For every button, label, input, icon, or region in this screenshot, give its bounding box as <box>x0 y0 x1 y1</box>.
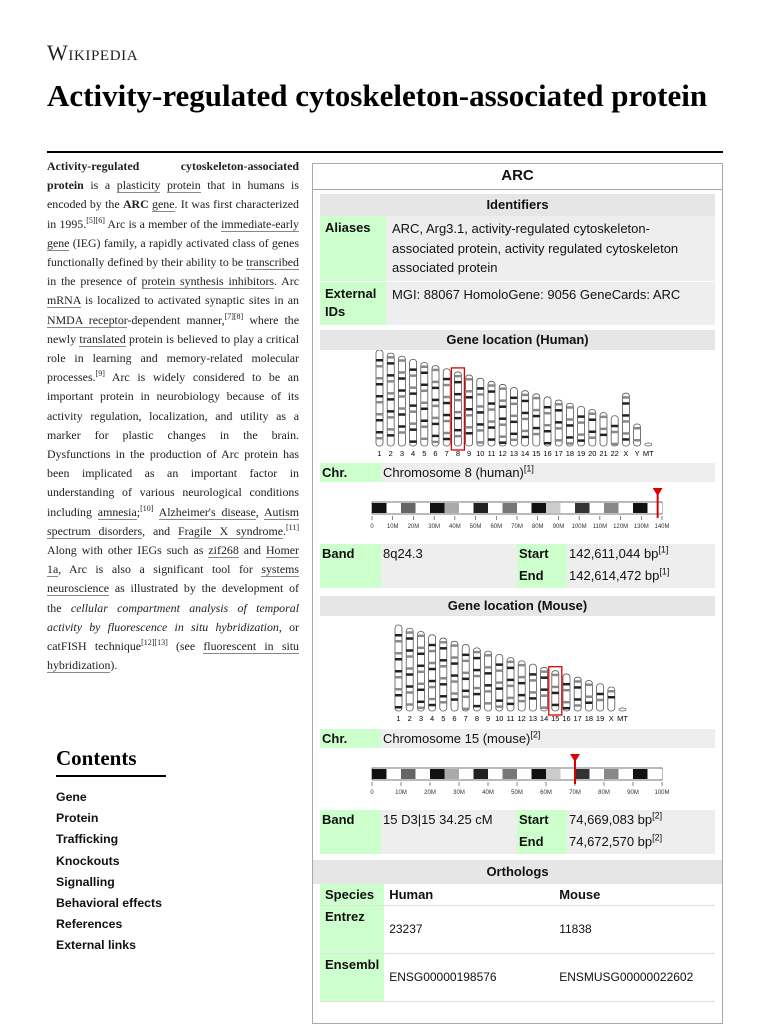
axis-label: 10M <box>386 523 399 530</box>
article-link[interactable]: fluorescent in situ hybridization <box>47 639 299 673</box>
axis-label: 30M <box>453 789 465 796</box>
toc-item[interactable]: Protein <box>56 811 99 826</box>
chromosome[interactable] <box>549 666 562 714</box>
chromosome-ideogram <box>372 768 662 780</box>
wikipedia-logo[interactable]: Wikipedia <box>47 40 139 65</box>
axis-label: 90M <box>627 789 639 796</box>
mouse-karyotype[interactable] <box>320 616 715 726</box>
axis-label: 110M <box>592 523 608 530</box>
chromosome-label: 12 <box>517 713 526 723</box>
article-text: Arc is a member of the <box>104 216 222 231</box>
axis-label: 20M <box>424 789 436 796</box>
chromosome[interactable] <box>544 396 551 445</box>
article-link[interactable]: translated <box>79 331 126 346</box>
human-end-label: End <box>517 566 567 588</box>
species-label: Species <box>320 884 384 906</box>
chromosome-label: 15 <box>532 448 541 458</box>
chromosome[interactable] <box>619 708 626 711</box>
article-link[interactable]: Fragile X syndrome <box>178 523 283 538</box>
reference-link[interactable]: [2] <box>652 832 663 843</box>
reference-link[interactable]: [2] <box>530 729 541 740</box>
species-mouse: Mouse <box>554 884 715 906</box>
chromosome[interactable] <box>462 644 469 710</box>
chromosome[interactable] <box>421 362 428 445</box>
article-link[interactable]: systems neuroscience <box>47 562 299 596</box>
chromosome[interactable] <box>443 368 450 445</box>
mouse-location-header: Gene location (Mouse) <box>320 596 715 616</box>
chromosome[interactable] <box>395 625 402 711</box>
external-ids-value[interactable]: MGI: 88067 HomoloGene: 9056 GeneCards: ARC <box>386 282 715 325</box>
chromosome[interactable] <box>634 424 641 446</box>
axis-label: 60M <box>490 523 503 530</box>
article-link[interactable]: zif268 <box>208 543 239 558</box>
article-link[interactable]: amnesia <box>97 504 137 519</box>
chromosome-label: 5 <box>441 713 446 723</box>
reference-link[interactable]: [12][13] <box>141 638 168 648</box>
reference-link[interactable]: [1] <box>523 463 534 474</box>
human-karyotype[interactable] <box>320 350 715 460</box>
chromosome[interactable] <box>398 356 405 446</box>
chromosome-label: 22 <box>610 448 619 458</box>
article-text: is localized to activated synaptic sites in an <box>80 293 299 308</box>
article-text: , <box>255 504 264 519</box>
chromosome-label: 2 <box>407 713 412 723</box>
mouse-band-value: 15 D3|15 34.25 cM <box>381 810 517 854</box>
chromosome[interactable] <box>578 406 585 446</box>
article-text: Along with other IEGs such as <box>47 543 209 558</box>
chromosome[interactable] <box>507 657 514 710</box>
chromosome-label: 17 <box>554 448 563 458</box>
orthologs-species-row <box>320 884 715 906</box>
aliases-value: ARC, Arg3.1, activity-regulated cytoskeleton-associated protein, activity regulated cytoskeleton associated protein <box>386 216 715 281</box>
article-text <box>160 178 167 192</box>
toc-item[interactable]: External links <box>56 938 136 953</box>
article-link[interactable]: transcribed <box>246 255 299 270</box>
axis-label: 120M <box>613 523 629 530</box>
chromosome-label: X <box>623 448 629 458</box>
article-text: , and <box>142 523 179 538</box>
article-text: (see <box>167 639 204 654</box>
chromosome[interactable] <box>518 660 525 710</box>
chromosome[interactable] <box>510 387 517 445</box>
article-text: and <box>238 543 266 558</box>
article-link[interactable]: Homer 1a <box>47 543 299 577</box>
reference-link[interactable]: [2] <box>652 810 663 821</box>
chromosome[interactable] <box>574 677 581 711</box>
chromosome-label: 8 <box>455 448 460 458</box>
article-text: ). <box>110 658 118 673</box>
chromosome[interactable] <box>376 350 383 446</box>
entrez-human[interactable]: 23237 <box>384 905 554 953</box>
article-link[interactable]: gene <box>152 197 175 212</box>
chromosome[interactable] <box>600 412 607 445</box>
chromosome[interactable] <box>451 641 458 711</box>
article-lead-paragraph <box>47 157 299 675</box>
chromosome[interactable] <box>608 687 615 711</box>
mouse-chr-value: Chromosome 15 (mouse)[2] <box>381 729 715 748</box>
article-link[interactable]: protein <box>166 178 201 193</box>
chromosome-label: 18 <box>584 713 594 723</box>
gene-location-mouse <box>320 596 715 854</box>
article-link[interactable]: NMDA receptor <box>47 312 128 327</box>
chromosome[interactable] <box>429 634 436 710</box>
axis-label: 50M <box>511 789 523 796</box>
chromosome-label: 4 <box>411 448 416 458</box>
article-text: that in humans is encoded by the <box>47 178 299 212</box>
human-chr-label: Chr. <box>320 463 381 482</box>
axis-label: 0 <box>370 523 374 530</box>
chromosome-label: 18 <box>565 448 575 458</box>
chromosome-label: 20 <box>588 448 597 458</box>
chromosome-label: 1 <box>377 448 382 458</box>
chromosome-label: MT <box>642 448 654 458</box>
axis-label: 70M <box>569 789 581 796</box>
italic-text: cellular compartment analysis of temporal activity by fluorescence in situ hybridization <box>47 600 299 634</box>
chromosome-label: 13 <box>509 448 519 458</box>
chromosome[interactable] <box>589 409 596 446</box>
article-link[interactable]: Alzheimer's disease <box>158 504 256 519</box>
chromosome[interactable] <box>440 638 447 711</box>
chromosome[interactable] <box>451 367 464 449</box>
chromosome[interactable] <box>555 400 562 446</box>
ensembl-label: Ensembl <box>320 953 384 1001</box>
table-row <box>320 905 715 953</box>
chromosome-label: 3 <box>418 713 423 723</box>
chromosome-label: 7 <box>444 448 449 458</box>
chromosome[interactable] <box>406 628 413 711</box>
chromosome[interactable] <box>566 403 573 446</box>
human-start-value: 142,611,044 bp[1] <box>567 544 715 566</box>
mouse-start-value: 74,669,083 bp[2] <box>567 810 715 832</box>
aliases-row <box>320 216 715 282</box>
reference-link[interactable]: [7][8] <box>224 311 244 321</box>
article-text: , or catFISH technique <box>47 619 299 654</box>
chromosome-label: 6 <box>452 713 457 723</box>
title-divider <box>47 151 723 153</box>
chromosome[interactable] <box>466 375 473 446</box>
mouse-end-value: 74,672,570 bp[2] <box>567 832 715 854</box>
chromosome-label: 12 <box>498 448 507 458</box>
article-text: (IEG) family, a rapidly activated class of genes functionally defined by their ability to be <box>47 235 299 270</box>
article-text: as illustrated by the development of the <box>47 581 299 615</box>
chromosome[interactable] <box>488 381 495 446</box>
chromosome[interactable] <box>432 365 439 445</box>
chromosome-label: MT <box>617 713 628 723</box>
entrez-mouse[interactable]: 11838 <box>554 905 715 953</box>
chromosome[interactable] <box>496 654 503 711</box>
reference-link[interactable]: [11] <box>285 522 299 532</box>
chromosome-label: 3 <box>399 448 404 458</box>
article-text <box>153 505 158 519</box>
human-band-value: 8q24.3 <box>381 544 517 588</box>
chromosome[interactable] <box>622 393 629 446</box>
human-band-grid <box>320 544 715 588</box>
chromosome[interactable] <box>563 673 570 710</box>
article-text: in the presence of <box>47 274 142 289</box>
chromosome-label: 19 <box>576 448 586 458</box>
toc-item[interactable]: Trafficking <box>56 832 119 847</box>
chromosome-ideogram <box>372 502 662 514</box>
chromosome-label: 5 <box>422 448 427 458</box>
article-text: ; <box>136 504 141 519</box>
toc-item[interactable]: References <box>56 917 123 932</box>
reference-link[interactable]: [1] <box>659 566 670 577</box>
article-link[interactable]: mRNA <box>47 293 81 308</box>
table-of-contents <box>56 746 246 957</box>
infobox-title: ARC <box>313 164 722 190</box>
human-ideogram <box>320 486 715 542</box>
chromosome-label: 13 <box>528 713 538 723</box>
chromosome-label: 16 <box>562 713 571 723</box>
human-start-label: Start <box>517 544 567 566</box>
axis-label: 100M <box>571 523 587 530</box>
axis-label: 100M <box>654 789 670 796</box>
human-chr-value: Chromosome 8 (human)[1] <box>381 463 715 482</box>
mouse-end-label: End <box>517 832 567 854</box>
toc-item[interactable]: Signalling <box>56 874 115 889</box>
reference-link[interactable]: [1] <box>658 544 669 555</box>
mouse-chr-label: Chr. <box>320 729 381 748</box>
chromosome-label: X <box>608 713 614 723</box>
chromosome-label: 4 <box>430 713 435 723</box>
axis-label: 40M <box>482 789 494 796</box>
identifiers-header: Identifiers <box>320 194 715 216</box>
chromosome-label: 17 <box>573 713 582 723</box>
chromosome[interactable] <box>529 664 536 711</box>
human-end-value: 142,614,472 bp[1] <box>567 566 715 588</box>
chromosome-label: 16 <box>543 448 552 458</box>
chromosome-label: 11 <box>487 448 496 458</box>
chromosome-label: 10 <box>495 713 504 723</box>
article-text: . <box>282 523 286 538</box>
contents-list <box>56 787 246 957</box>
chromosome-label: 21 <box>599 448 608 458</box>
chromosome[interactable] <box>410 359 417 446</box>
external-ids-label: External IDs <box>320 282 386 325</box>
ensembl-human[interactable]: ENSG00000198576 <box>384 953 554 1001</box>
mouse-ideogram <box>320 752 715 808</box>
chromosome-label: 6 <box>433 448 438 458</box>
chromosome[interactable] <box>473 647 480 710</box>
chromosome-label: 14 <box>520 448 530 458</box>
chromosome-label: 7 <box>463 713 468 723</box>
axis-label: 0 <box>370 789 374 796</box>
chromosome[interactable] <box>522 390 529 445</box>
chromosome-label: 10 <box>476 448 485 458</box>
contents-heading: Contents <box>56 746 166 777</box>
chromosome[interactable] <box>387 353 394 446</box>
article-text: is a <box>83 178 117 193</box>
chromosome[interactable] <box>485 651 492 711</box>
axis-label: 20M <box>407 523 420 530</box>
chromosome-label: 9 <box>486 713 491 723</box>
article-text: . It was first characterized in 1995. <box>47 197 299 231</box>
chromosome[interactable] <box>499 384 506 446</box>
axis-label: 140M <box>654 523 670 530</box>
chromosome-label: 9 <box>467 448 472 458</box>
axis-label: 30M <box>428 523 440 530</box>
chromosome[interactable] <box>611 415 618 445</box>
axis-label: 70M <box>511 523 523 530</box>
human-location-header: Gene location (Human) <box>320 330 715 350</box>
bold-text: Activity-regulated cytoskeleton-associated protein <box>47 159 299 193</box>
article-text: , Arc is also a significant tool for <box>58 562 262 577</box>
chromosome[interactable] <box>597 683 604 710</box>
axis-label: 50M <box>469 523 482 530</box>
reference-link[interactable]: [10] <box>140 503 154 513</box>
page-title: Activity-regulated cytoskeleton-associated protein <box>47 78 708 113</box>
article-text: Arc is widely considered to be an important protein in neurobiology because of its activity regulation, localization, and utility as a marker for plastic changes in the brain. Dysfunctions in the production of Arc protein has been implicated as an important factor in understanding of various neurological conditions including <box>47 370 299 519</box>
article-text: -dependent manner, <box>127 312 225 327</box>
article-text: protein is believed to play a critical role in learning and memory-related molecular processes. <box>47 331 299 385</box>
chromosome[interactable] <box>645 443 652 446</box>
axis-label: 80M <box>598 789 610 796</box>
infobox <box>312 163 723 1024</box>
mouse-band-grid <box>320 810 715 854</box>
axis-label: 10M <box>395 789 407 796</box>
chromosome[interactable] <box>585 680 592 711</box>
article-text: where the newly <box>47 312 299 346</box>
bold-text: ARC <box>122 197 149 212</box>
chromosome-label: 15 <box>551 713 560 723</box>
reference-link[interactable]: [5][6] <box>86 215 105 225</box>
toc-item[interactable]: Knockouts <box>56 853 120 868</box>
article-link[interactable]: immediate-early gene <box>47 216 299 250</box>
chromosome[interactable] <box>417 631 424 710</box>
chromosome[interactable] <box>541 667 548 711</box>
table-row <box>320 953 715 1001</box>
article-text: . Arc <box>274 274 299 289</box>
mouse-band-label: Band <box>320 810 381 854</box>
aliases-label: Aliases <box>320 216 386 281</box>
ensembl-mouse[interactable]: ENSMUSG00000022602 <box>554 953 715 1001</box>
reference-link[interactable]: [9] <box>95 369 105 379</box>
axis-label: 90M <box>552 523 565 530</box>
external-ids-row <box>320 282 715 326</box>
axis-label: 60M <box>540 789 552 796</box>
orthologs-table <box>320 884 715 1002</box>
article-link[interactable]: protein synthesis inhibitors <box>141 274 275 289</box>
chromosome-label: Y <box>634 448 640 458</box>
entrez-label: Entrez <box>320 905 384 953</box>
mouse-start-label: Start <box>517 810 567 832</box>
article-link[interactable]: plasticity <box>116 178 161 193</box>
chromosome[interactable] <box>533 393 540 445</box>
human-band-label: Band <box>320 544 381 588</box>
chromosome-label: 11 <box>506 713 515 723</box>
axis-label: 40M <box>449 523 461 530</box>
toc-item[interactable]: Gene <box>56 790 87 804</box>
toc-item[interactable]: Behavioral effects <box>56 896 162 911</box>
article-link[interactable]: Autism spectrum disorders <box>47 504 299 538</box>
chromosome-label: 14 <box>539 713 549 723</box>
orthologs-header: Orthologs <box>313 860 722 884</box>
chromosome-label: 19 <box>595 713 605 723</box>
gene-location-human <box>320 330 715 588</box>
axis-label: 130M <box>633 523 649 530</box>
species-human: Human <box>384 884 554 906</box>
axis-label: 80M <box>531 523 544 530</box>
chromosome-label: 1 <box>396 713 401 723</box>
chromosome-label: 2 <box>388 448 393 458</box>
chromosome[interactable] <box>477 378 484 446</box>
chromosome-label: 8 <box>474 713 479 723</box>
